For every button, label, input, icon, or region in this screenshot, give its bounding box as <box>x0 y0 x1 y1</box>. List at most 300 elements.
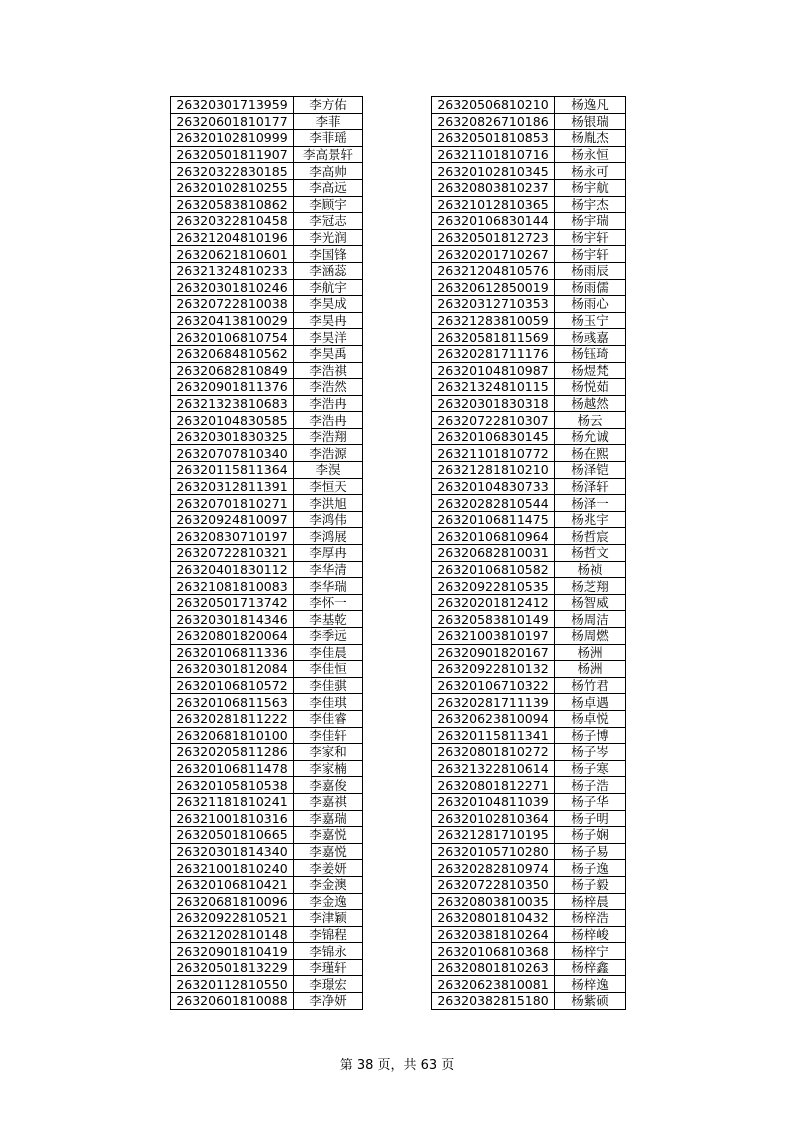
student-name-cell: 李高帅 <box>294 163 363 180</box>
table-row <box>432 893 626 910</box>
exam-id-cell: 26320707810340 <box>171 445 294 462</box>
exam-id-cell: 26320282810974 <box>432 860 555 877</box>
exam-id-cell: 26320623810094 <box>432 710 555 727</box>
exam-id-cell: 26320106810582 <box>432 561 555 578</box>
exam-id-cell: 26320106810421 <box>171 876 294 893</box>
table-row <box>171 876 363 893</box>
table-row <box>432 262 626 279</box>
student-name-cell: 李冠志 <box>294 213 363 230</box>
table-row <box>171 694 363 711</box>
table-row <box>432 959 626 976</box>
table-row <box>171 860 363 877</box>
student-name-cell: 李净妍 <box>294 993 363 1010</box>
exam-id-cell: 26320901811376 <box>171 379 294 396</box>
student-name-cell: 杨宇轩 <box>555 229 626 246</box>
exam-id-cell: 26320581811569 <box>432 329 555 346</box>
student-name-cell: 李佳晨 <box>294 644 363 661</box>
exam-id-cell: 26320722810038 <box>171 296 294 313</box>
table-row <box>171 97 363 114</box>
student-name-cell: 李嘉俊 <box>294 777 363 794</box>
exam-id-cell: 26320501813229 <box>171 959 294 976</box>
student-name-cell: 杨洲 <box>555 661 626 678</box>
exam-id-cell: 26320312710353 <box>432 296 555 313</box>
table-row <box>171 113 363 130</box>
table-row <box>432 130 626 147</box>
exam-id-cell: 26321322810614 <box>432 760 555 777</box>
student-name-cell: 李嘉瑞 <box>294 810 363 827</box>
exam-id-cell: 26320104830585 <box>171 412 294 429</box>
table-row <box>432 777 626 794</box>
student-name-cell: 杨洲 <box>555 644 626 661</box>
table-row <box>432 379 626 396</box>
student-name-cell: 杨宇轩 <box>555 246 626 263</box>
exam-id-cell: 26320106810964 <box>432 528 555 545</box>
student-name-cell: 杨梓峻 <box>555 926 626 943</box>
exam-id-cell: 26320601810088 <box>171 993 294 1010</box>
exam-id-cell: 26321081810083 <box>171 578 294 595</box>
table-row <box>171 677 363 694</box>
table-row <box>171 312 363 329</box>
student-name-cell: 杨卓遇 <box>555 694 626 711</box>
exam-id-cell: 26320901810419 <box>171 943 294 960</box>
student-name-cell: 李家和 <box>294 744 363 761</box>
exam-id-cell: 26320281711139 <box>432 694 555 711</box>
table-row <box>171 428 363 445</box>
table-row <box>432 362 626 379</box>
student-name-cell: 杨雨儒 <box>555 279 626 296</box>
exam-id-cell: 26320102810345 <box>432 163 555 180</box>
student-name-cell: 杨银瑞 <box>555 113 626 130</box>
exam-id-cell: 26320102810999 <box>171 130 294 147</box>
exam-id-cell: 26321101810772 <box>432 445 555 462</box>
table-row <box>171 445 363 462</box>
exam-id-cell: 26320106811563 <box>171 694 294 711</box>
table-row <box>432 611 626 628</box>
student-name-cell: 李佳骐 <box>294 677 363 694</box>
table-row <box>171 229 363 246</box>
exam-id-cell: 26320681810100 <box>171 727 294 744</box>
table-row <box>432 246 626 263</box>
table-row <box>171 744 363 761</box>
student-name-cell: 李高远 <box>294 179 363 196</box>
exam-id-cell: 26320701810271 <box>171 495 294 512</box>
exam-id-cell: 26321001810316 <box>171 810 294 827</box>
table-row <box>171 329 363 346</box>
table-row <box>432 760 626 777</box>
table-row <box>432 727 626 744</box>
student-name-cell: 杨子易 <box>555 843 626 860</box>
student-name-cell: 杨梓晨 <box>555 893 626 910</box>
exam-id-cell: 26321012810365 <box>432 196 555 213</box>
exam-id-cell: 26321324810233 <box>171 262 294 279</box>
table-row <box>432 462 626 479</box>
exam-id-cell: 26320322810458 <box>171 213 294 230</box>
exam-id-cell: 26320301810246 <box>171 279 294 296</box>
exam-id-cell: 26320583810862 <box>171 196 294 213</box>
right-roster-table <box>431 96 626 1010</box>
exam-id-cell: 26320106810368 <box>432 943 555 960</box>
exam-id-cell: 26320501713742 <box>171 594 294 611</box>
table-row <box>432 744 626 761</box>
table-row <box>171 793 363 810</box>
exam-id-cell: 26320201710267 <box>432 246 555 263</box>
exam-id-cell: 26320282810544 <box>432 495 555 512</box>
table-row <box>171 412 363 429</box>
exam-id-cell: 26320106830145 <box>432 428 555 445</box>
student-name-cell: 杨云 <box>555 412 626 429</box>
table-row <box>432 926 626 943</box>
exam-id-cell: 26321283810059 <box>432 312 555 329</box>
table-row <box>171 478 363 495</box>
exam-id-cell: 26320301814346 <box>171 611 294 628</box>
table-row <box>171 179 363 196</box>
student-name-cell: 李航宇 <box>294 279 363 296</box>
exam-id-cell: 26320102810364 <box>432 810 555 827</box>
table-row <box>171 594 363 611</box>
left-roster-table <box>170 96 363 1010</box>
student-name-cell: 李佳轩 <box>294 727 363 744</box>
exam-id-cell: 26320301830325 <box>171 428 294 445</box>
student-name-cell: 李顾宇 <box>294 196 363 213</box>
exam-id-cell: 26320106830144 <box>432 213 555 230</box>
table-row <box>432 146 626 163</box>
student-name-cell: 李佳琪 <box>294 694 363 711</box>
exam-id-cell: 26320501811907 <box>171 146 294 163</box>
student-name-cell: 李浩冉 <box>294 412 363 429</box>
table-row <box>171 611 363 628</box>
student-name-cell: 杨哲文 <box>555 545 626 562</box>
student-name-cell: 杨周洁 <box>555 611 626 628</box>
exam-id-cell: 26320106811478 <box>171 760 294 777</box>
table-row <box>432 793 626 810</box>
table-row <box>432 910 626 927</box>
left-roster-body <box>171 97 363 1010</box>
student-name-cell: 杨逸凡 <box>555 97 626 114</box>
student-name-cell: 杨宇瑞 <box>555 213 626 230</box>
student-name-cell: 杨胤杰 <box>555 130 626 147</box>
exam-id-cell: 26320722810307 <box>432 412 555 429</box>
table-row <box>171 528 363 545</box>
student-name-cell: 杨子明 <box>555 810 626 827</box>
table-row <box>171 163 363 180</box>
exam-id-cell: 26321181810241 <box>171 793 294 810</box>
table-row <box>171 827 363 844</box>
student-name-cell: 杨子毅 <box>555 876 626 893</box>
table-row <box>432 345 626 362</box>
student-name-cell: 杨哲宸 <box>555 528 626 545</box>
table-row <box>432 976 626 993</box>
table-row <box>171 362 363 379</box>
exam-id-cell: 26320801812271 <box>432 777 555 794</box>
student-name-cell: 杨雨辰 <box>555 262 626 279</box>
exam-id-cell: 26320506810210 <box>432 97 555 114</box>
table-row <box>432 943 626 960</box>
exam-id-cell: 26320722810350 <box>432 876 555 893</box>
exam-id-cell: 26320205811286 <box>171 744 294 761</box>
table-row <box>432 677 626 694</box>
table-row <box>171 777 363 794</box>
student-name-cell: 李季远 <box>294 628 363 645</box>
student-name-cell: 杨子华 <box>555 793 626 810</box>
student-name-cell: 杨允诚 <box>555 428 626 445</box>
exam-id-cell: 26320104810987 <box>432 362 555 379</box>
table-row <box>171 976 363 993</box>
student-name-cell: 杨悦茹 <box>555 379 626 396</box>
student-name-cell: 李佳睿 <box>294 710 363 727</box>
exam-id-cell: 26320801810263 <box>432 959 555 976</box>
exam-id-cell: 26320801810432 <box>432 910 555 927</box>
student-name-cell: 杨钰琦 <box>555 345 626 362</box>
student-name-cell: 李淏 <box>294 462 363 479</box>
table-row <box>432 495 626 512</box>
student-name-cell: 李光润 <box>294 229 363 246</box>
table-row <box>432 578 626 595</box>
student-name-cell: 杨泽一 <box>555 495 626 512</box>
student-name-cell: 李恒天 <box>294 478 363 495</box>
exam-id-cell: 26320612850019 <box>432 279 555 296</box>
table-row <box>432 827 626 844</box>
student-name-cell: 杨泽轩 <box>555 478 626 495</box>
student-name-cell: 杨越然 <box>555 395 626 412</box>
exam-id-cell: 26320106811336 <box>171 644 294 661</box>
table-row <box>171 279 363 296</box>
exam-id-cell: 26320281711176 <box>432 345 555 362</box>
table-row <box>432 710 626 727</box>
table-row <box>432 279 626 296</box>
student-name-cell: 杨子博 <box>555 727 626 744</box>
exam-id-cell: 26320682810031 <box>432 545 555 562</box>
table-row <box>432 229 626 246</box>
student-name-cell: 李华清 <box>294 561 363 578</box>
student-name-cell: 李昊洋 <box>294 329 363 346</box>
exam-id-cell: 26320401830112 <box>171 561 294 578</box>
student-name-cell: 李金澳 <box>294 876 363 893</box>
student-name-cell: 杨竹君 <box>555 677 626 694</box>
student-name-cell: 李涵蕊 <box>294 262 363 279</box>
exam-id-cell: 26320681810096 <box>171 893 294 910</box>
table-row <box>171 727 363 744</box>
student-name-cell: 杨泽铠 <box>555 462 626 479</box>
table-row <box>432 163 626 180</box>
exam-id-cell: 26320115811341 <box>432 727 555 744</box>
exam-id-cell: 26320922810132 <box>432 661 555 678</box>
student-name-cell: 杨梓鑫 <box>555 959 626 976</box>
exam-id-cell: 26321281810210 <box>432 462 555 479</box>
exam-id-cell: 26320281811222 <box>171 710 294 727</box>
table-row <box>171 561 363 578</box>
student-name-cell: 李姜妍 <box>294 860 363 877</box>
student-name-cell: 李浩源 <box>294 445 363 462</box>
table-row <box>171 395 363 412</box>
table-row <box>432 97 626 114</box>
exam-id-cell: 26320601810177 <box>171 113 294 130</box>
exam-id-cell: 26320201812412 <box>432 594 555 611</box>
exam-id-cell: 26320922810521 <box>171 910 294 927</box>
student-name-cell: 李鸿展 <box>294 528 363 545</box>
student-name-cell: 李菲瑶 <box>294 130 363 147</box>
student-name-cell: 李浩祺 <box>294 362 363 379</box>
exam-id-cell: 26321281710195 <box>432 827 555 844</box>
exam-id-cell: 26320682810849 <box>171 362 294 379</box>
student-name-cell: 杨梓浩 <box>555 910 626 927</box>
student-name-cell: 李浩翔 <box>294 428 363 445</box>
student-name-cell: 李嘉悦 <box>294 843 363 860</box>
student-name-cell: 李锦永 <box>294 943 363 960</box>
exam-id-cell: 26321001810240 <box>171 860 294 877</box>
student-name-cell: 杨周燃 <box>555 628 626 645</box>
student-name-cell: 李昊冉 <box>294 312 363 329</box>
exam-id-cell: 26320106810572 <box>171 677 294 694</box>
student-name-cell: 杨祯 <box>555 561 626 578</box>
student-name-cell: 李浩然 <box>294 379 363 396</box>
table-row <box>432 196 626 213</box>
exam-id-cell: 26320803810035 <box>432 893 555 910</box>
exam-id-cell: 26320106710322 <box>432 677 555 694</box>
exam-id-cell: 26320501810853 <box>432 130 555 147</box>
student-name-cell: 杨永恒 <box>555 146 626 163</box>
right-roster-body <box>432 97 626 1010</box>
student-name-cell: 杨子逸 <box>555 860 626 877</box>
table-row <box>432 213 626 230</box>
table-row <box>171 661 363 678</box>
exam-id-cell: 26321204810576 <box>432 262 555 279</box>
table-row <box>171 959 363 976</box>
student-name-cell: 李鸿伟 <box>294 511 363 528</box>
student-name-cell: 杨兆宇 <box>555 511 626 528</box>
table-row <box>432 312 626 329</box>
table-row <box>171 760 363 777</box>
table-row <box>432 644 626 661</box>
student-name-cell: 李嘉悦 <box>294 827 363 844</box>
table-row <box>171 511 363 528</box>
student-name-cell: 杨智威 <box>555 594 626 611</box>
table-row <box>432 511 626 528</box>
table-row <box>432 661 626 678</box>
exam-id-cell: 26320115811364 <box>171 462 294 479</box>
table-row <box>432 478 626 495</box>
exam-id-cell: 26321202810148 <box>171 926 294 943</box>
table-row <box>432 993 626 1010</box>
student-name-cell: 李厚冉 <box>294 545 363 562</box>
exam-id-cell: 26320104811039 <box>432 793 555 810</box>
table-row <box>171 843 363 860</box>
table-row <box>432 545 626 562</box>
student-name-cell: 杨煜梵 <box>555 362 626 379</box>
table-row <box>432 113 626 130</box>
exam-id-cell: 26320381810264 <box>432 926 555 943</box>
student-name-cell: 李国锋 <box>294 246 363 263</box>
exam-id-cell: 26320382815180 <box>432 993 555 1010</box>
exam-id-cell: 26320901820167 <box>432 644 555 661</box>
student-name-cell: 李方佑 <box>294 97 363 114</box>
exam-id-cell: 26320106811475 <box>432 511 555 528</box>
table-row <box>171 910 363 927</box>
exam-id-cell: 26320312811391 <box>171 478 294 495</box>
student-name-cell: 李高景轩 <box>294 146 363 163</box>
student-name-cell: 李基乾 <box>294 611 363 628</box>
table-row <box>432 876 626 893</box>
table-row <box>432 412 626 429</box>
student-name-cell: 李津颖 <box>294 910 363 927</box>
table-row <box>171 462 363 479</box>
student-name-cell: 杨雨心 <box>555 296 626 313</box>
student-name-cell: 杨子岑 <box>555 744 626 761</box>
table-row <box>171 628 363 645</box>
student-name-cell: 杨梓宁 <box>555 943 626 960</box>
student-name-cell: 李家楠 <box>294 760 363 777</box>
exam-id-cell: 26320623810081 <box>432 976 555 993</box>
table-row <box>171 146 363 163</box>
table-row <box>432 395 626 412</box>
exam-id-cell: 26320501810665 <box>171 827 294 844</box>
student-name-cell: 杨彧嘉 <box>555 329 626 346</box>
exam-id-cell: 26320322830185 <box>171 163 294 180</box>
exam-id-cell: 26320922810535 <box>432 578 555 595</box>
student-name-cell: 李昊禹 <box>294 345 363 362</box>
table-row <box>171 130 363 147</box>
table-row <box>171 213 363 230</box>
student-name-cell: 杨芝翔 <box>555 578 626 595</box>
exam-id-cell: 26320105710280 <box>432 843 555 860</box>
table-row <box>171 578 363 595</box>
table-row <box>432 594 626 611</box>
table-row <box>171 345 363 362</box>
exam-id-cell: 26320830710197 <box>171 528 294 545</box>
student-name-cell: 杨宇杰 <box>555 196 626 213</box>
exam-id-cell: 26320826710186 <box>432 113 555 130</box>
exam-id-cell: 26320104830733 <box>432 478 555 495</box>
table-row <box>171 196 363 213</box>
student-name-cell: 杨梓逸 <box>555 976 626 993</box>
exam-id-cell: 26320112810550 <box>171 976 294 993</box>
table-row <box>171 810 363 827</box>
table-row <box>171 926 363 943</box>
student-name-cell: 李浩冉 <box>294 395 363 412</box>
table-row <box>432 860 626 877</box>
table-row <box>432 179 626 196</box>
exam-id-cell: 26320801810272 <box>432 744 555 761</box>
student-name-cell: 杨宇航 <box>555 179 626 196</box>
table-row <box>171 262 363 279</box>
table-row <box>171 379 363 396</box>
student-name-cell: 李璟宏 <box>294 976 363 993</box>
student-name-cell: 杨在熙 <box>555 445 626 462</box>
table-row <box>432 428 626 445</box>
table-row <box>171 296 363 313</box>
exam-id-cell: 26320301830318 <box>432 395 555 412</box>
student-name-cell: 李锦程 <box>294 926 363 943</box>
table-row <box>171 545 363 562</box>
exam-id-cell: 26321204810196 <box>171 229 294 246</box>
table-row <box>171 943 363 960</box>
table-row <box>432 843 626 860</box>
exam-id-cell: 26320801820064 <box>171 628 294 645</box>
exam-id-cell: 26320301713959 <box>171 97 294 114</box>
student-name-cell: 杨永可 <box>555 163 626 180</box>
table-row <box>171 495 363 512</box>
table-row <box>171 246 363 263</box>
table-row <box>432 296 626 313</box>
student-name-cell: 李洪旭 <box>294 495 363 512</box>
exam-id-cell: 26320105810538 <box>171 777 294 794</box>
table-row <box>432 561 626 578</box>
student-name-cell: 杨紫硕 <box>555 993 626 1010</box>
table-row <box>432 810 626 827</box>
table-row <box>171 710 363 727</box>
exam-id-cell: 26320301814340 <box>171 843 294 860</box>
page-footer: 第 38 页，共 63 页 <box>339 1058 455 1073</box>
exam-id-cell: 26320501812723 <box>432 229 555 246</box>
